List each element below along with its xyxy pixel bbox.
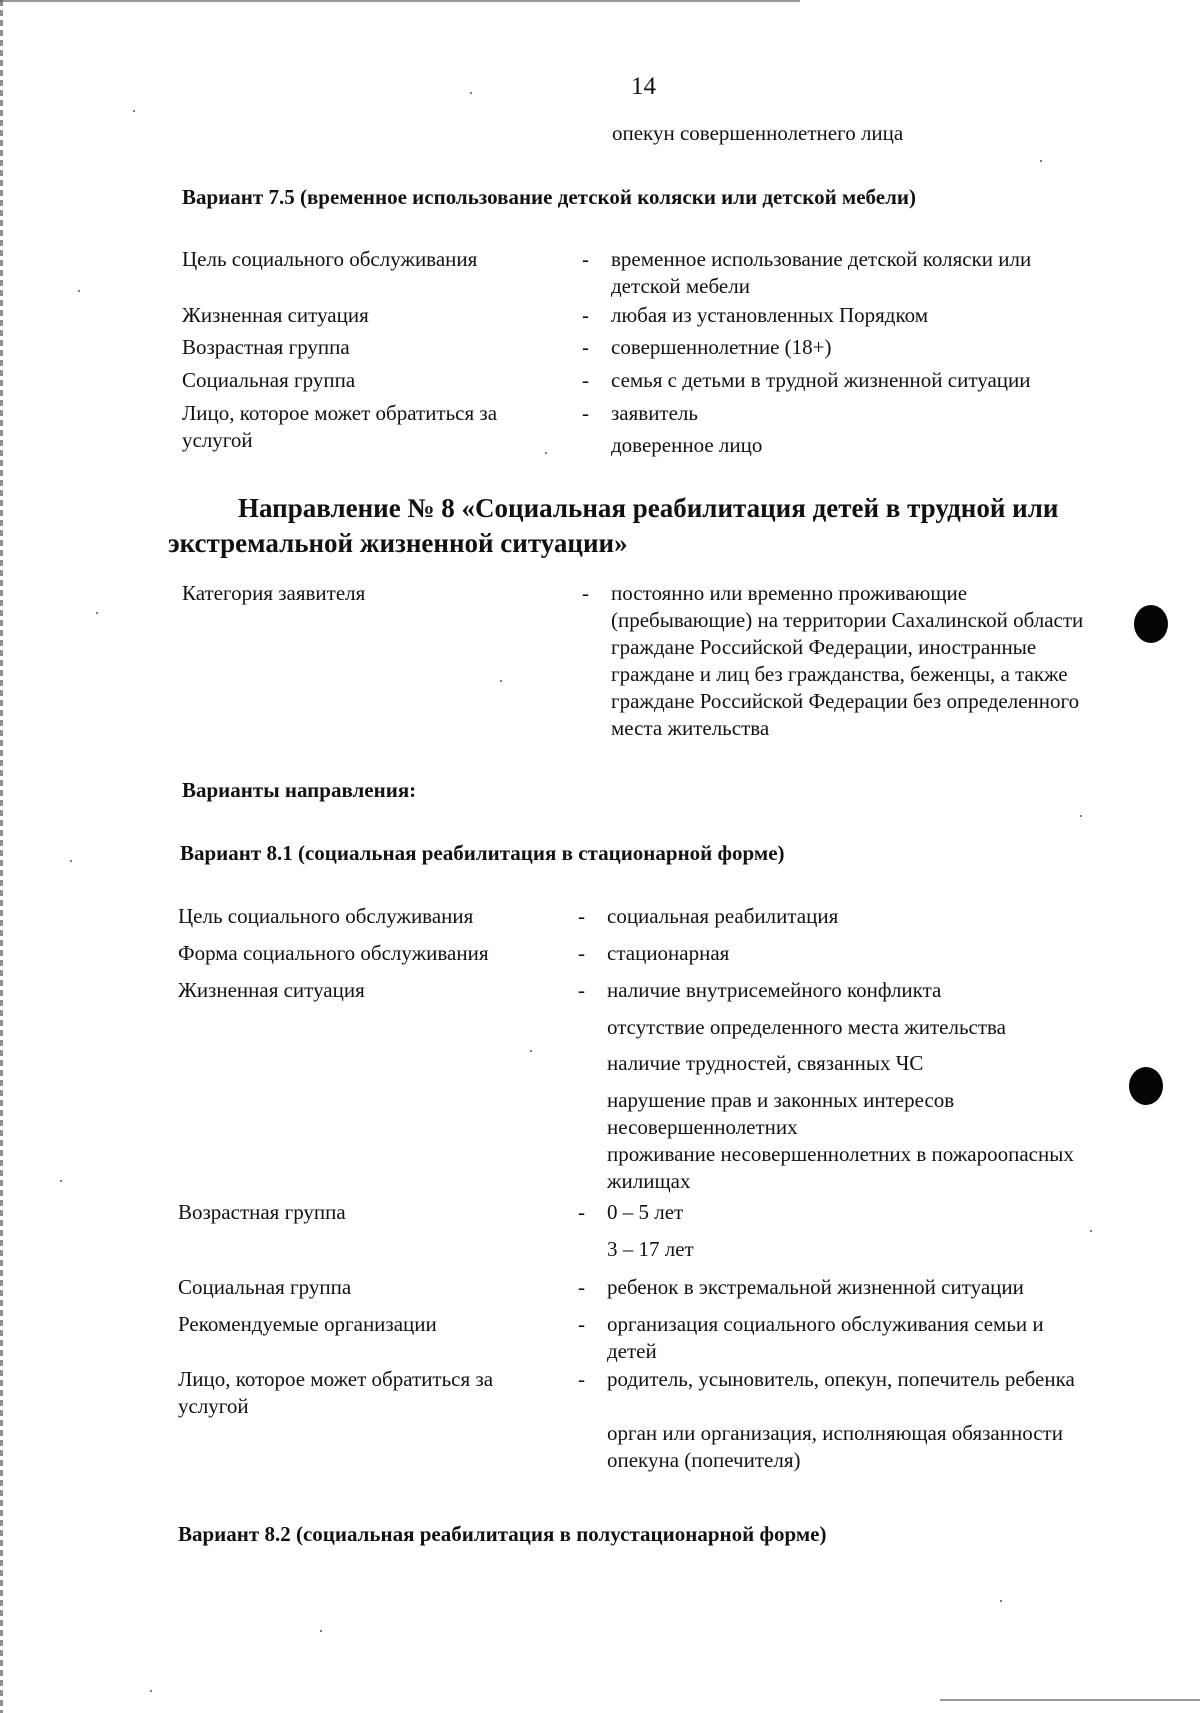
row-value: стационарная	[607, 941, 730, 965]
scan-speck	[70, 860, 72, 862]
row-value: наличие внутрисемейного конфликта	[607, 978, 942, 1002]
row-label: Рекомендуемые организации	[178, 1312, 437, 1336]
top-continuation: опекун совершеннолетнего лица	[612, 121, 904, 145]
row-value: орган или организация, исполняющая обязанности опекуна (попечителя)	[607, 1421, 1063, 1472]
row-value: родитель, усыновитель, опекун, попечитель ребенка	[607, 1367, 1075, 1391]
row-value: постоянно или временно проживающие (пребывающие) на территории Сахалинской области граждане Российской Федерации, иностранные граждане и лиц без гражданства, беженцы, а также граждане Российской Федерации без определенного места жительства	[611, 581, 1084, 740]
row-value: отсутствие определенного места жительства	[607, 1015, 1006, 1039]
row-label: Цель социального обслуживания	[182, 247, 478, 271]
row-label: Форма социального обслуживания	[178, 941, 489, 965]
row-value: семья с детьми в трудной жизненной ситуации	[611, 368, 1031, 392]
row-dash: -	[582, 335, 589, 359]
scan-edge-bottom	[940, 1699, 1200, 1701]
variant-7-5-title: Вариант 7.5 (временное использование детской коляски или детской мебели)	[182, 185, 916, 209]
row-value: 0 – 5 лет	[607, 1200, 684, 1224]
row-value: совершеннолетние (18+)	[611, 335, 832, 359]
scan-edge-left	[0, 0, 3, 1713]
row-label: Жизненная ситуация	[178, 978, 365, 1002]
row-dash: -	[578, 904, 585, 928]
row-dash: -	[582, 247, 589, 271]
row-label: Социальная группа	[182, 368, 356, 392]
row-label: Категория заявителя	[182, 581, 366, 605]
direction-8-title	[168, 491, 1118, 561]
row-value: доверенное лицо	[611, 433, 763, 457]
row-value: социальная реабилитация	[607, 904, 839, 928]
scan-speck	[545, 452, 547, 454]
scan-speck	[470, 92, 472, 94]
punch-hole-upper	[1134, 605, 1168, 643]
scan-speck	[96, 612, 98, 614]
scan-speck	[500, 680, 502, 682]
row-dash: -	[582, 303, 589, 327]
row-dash: -	[578, 1312, 585, 1336]
row-label: Цель социального обслуживания	[178, 904, 474, 928]
row-dash: -	[582, 581, 589, 605]
row-label: Возрастная группа	[178, 1200, 346, 1224]
row-value: любая из установленных Порядком	[611, 303, 928, 327]
punch-hole-lower	[1129, 1067, 1163, 1105]
scan-speck	[320, 1630, 322, 1632]
scan-speck	[78, 290, 80, 292]
row-dash: -	[578, 978, 585, 1002]
scan-speck	[530, 1050, 532, 1052]
row-value: ребенок в экстремальной жизненной ситуации	[607, 1275, 1024, 1299]
scan-speck	[1000, 1600, 1002, 1602]
row-dash: -	[578, 1200, 585, 1224]
row-label: Социальная группа	[178, 1275, 352, 1299]
row-dash: -	[582, 401, 589, 425]
row-value: 3 – 17 лет	[607, 1237, 694, 1261]
row-label: Лицо, которое может обратиться за услугой	[182, 401, 498, 452]
row-label: Возрастная группа	[182, 335, 350, 359]
row-value: проживание несовершеннолетних в пожароопасных жилищах	[607, 1142, 1074, 1193]
row-label: Лицо, которое может обратиться за услугой	[178, 1367, 494, 1418]
scan-speck	[133, 110, 135, 112]
row-value: организация социального обслуживания семьи и детей	[607, 1312, 1044, 1363]
scan-speck	[60, 1180, 62, 1182]
row-value: наличие трудностей, связанных ЧС	[607, 1051, 924, 1075]
row-dash: -	[582, 368, 589, 392]
variants-heading: Варианты направления:	[182, 778, 417, 802]
row-label: Жизненная ситуация	[182, 303, 369, 327]
variant-8-2-title: Вариант 8.2 (социальная реабилитация в полустационарной форме)	[178, 1522, 827, 1546]
scan-speck	[1040, 160, 1042, 162]
scan-speck	[1080, 815, 1082, 817]
scan-speck	[1090, 1230, 1092, 1232]
variant-8-1-title: Вариант 8.1 (социальная реабилитация в стационарной форме)	[180, 841, 785, 865]
row-dash: -	[578, 1275, 585, 1299]
row-dash: -	[578, 941, 585, 965]
row-value: временное использование детской коляски или детской мебели	[611, 247, 1032, 298]
scan-speck	[150, 1690, 152, 1692]
row-value: заявитель	[611, 401, 698, 425]
direction-8-title-text: Направление № 8 «Социальная реабилитация детей в трудной или экстремальной жизненной ситуации»	[168, 493, 1059, 558]
scan-edge-top	[0, 0, 800, 2]
row-value: нарушение прав и законных интересов несовершеннолетних	[607, 1088, 955, 1139]
row-dash: -	[578, 1367, 585, 1391]
page-number: 14	[631, 73, 656, 100]
